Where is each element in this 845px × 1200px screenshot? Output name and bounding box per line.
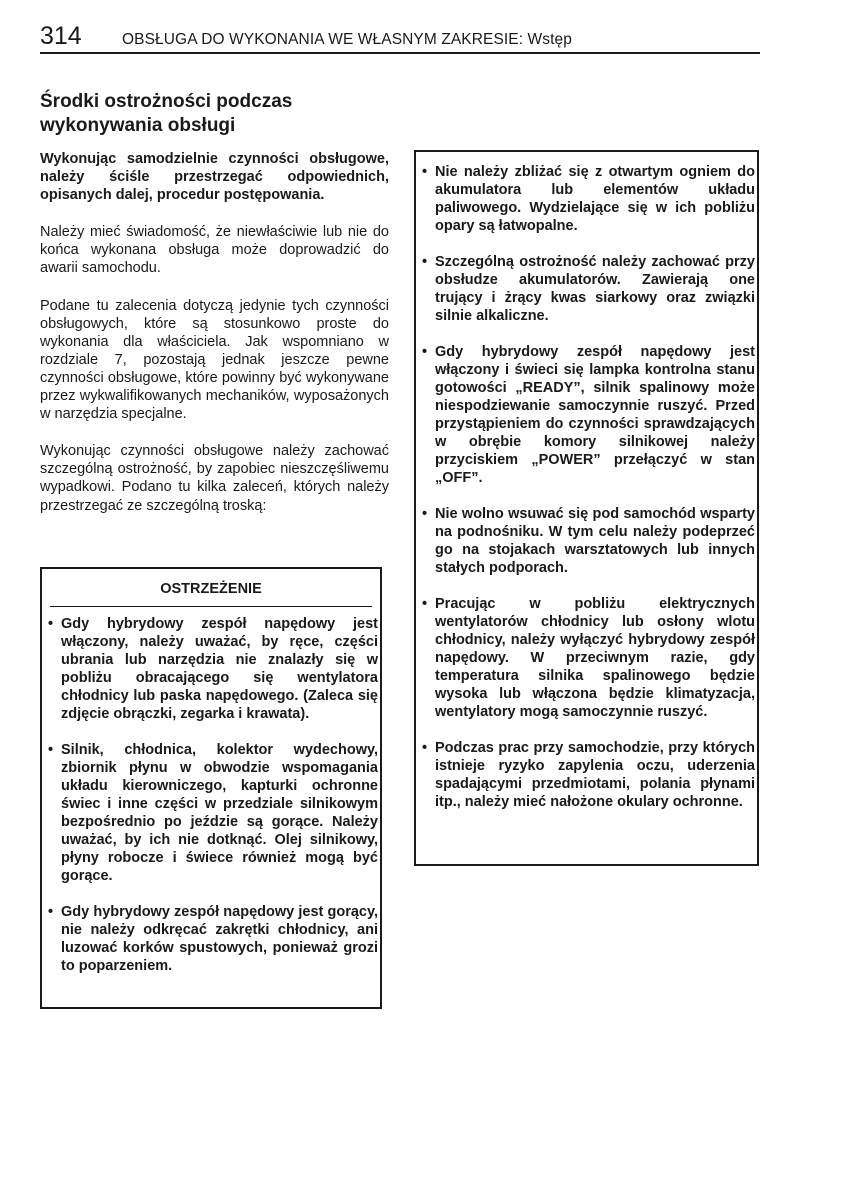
body-paragraph: Podane tu zalecenia dotyczą jedynie tych czynności obsługowych, które są stosunkowo proste do wykonania dla właściciela. Jak wspomniano w rozdziale 7, pozostają jednak jeszcze pewne czynności obsługowe, które powinny być wykonywane przez wykwalifikowanych mechaników, wyposażonych w narzędzia specjalne. (40, 297, 389, 423)
body-paragraph: Należy mieć świadomość, że niewłaściwie lub nie do końca wykonana obsługa może doprowadzić do awarii samochodu. (40, 224, 389, 277)
section-title: Środki ostrożności podczas wykonywania obsługi (40, 91, 293, 136)
notice-item: • Szczególną ostrożność należy zachować przy obsłudze akumulatorów. Zawierają one trujący i żrący kwas siarkowy oraz związki silnie alkaliczne. (422, 253, 755, 325)
page-header (40, 22, 760, 54)
body-paragraph: Wykonując czynności obsługowe należy zachować szczególną ostrożność, by zapobiec nieszczęśliwemu wypadkowi. Podano tu kilka zaleceń, których należy przestrzegać ze szczególną troską: (40, 443, 389, 514)
warning-item: • Gdy hybrydowy zespół napędowy jest włączony, należy uważać, by ręce, części ubrania lub narzędzia nie znalazły się w pobliżu obracającego się wentylatora chłodnicy lub paska napędowego. (Zaleca się zdjęcie obrączki, zegarka i krawata). (48, 615, 378, 723)
intro-paragraph: Wykonując samodzielnie czynności obsługowe, należy ściśle przestrzegać odpowiednich, opisanych dalej, procedur postępowania. (40, 151, 389, 204)
left-column (40, 150, 389, 534)
notice-item: • Nie wolno wsuwać się pod samochód wsparty na podnośniku. W tym celu należy podeprzeć go na stojakach warsztatowych lub innych stałych podporach. (422, 505, 755, 577)
notice-item: • Nie należy zbliżać się z otwartym ogniem do akumulatora lub elementów układu paliwowego. Wydzielające się w ich pobliżu opary są łatwopalne. (422, 163, 755, 235)
page-number: 314 (40, 22, 82, 50)
warning-box (40, 567, 382, 1009)
warning-heading: OSTRZEŻENIE (50, 580, 372, 607)
notice-item: • Pracując w pobliżu elektrycznych wentylatorów chłodnicy lub osłony wlotu chłodnicy, należy wyłączyć hybrydowy zespół napędowy. W przeciwnym razie, gdy temperatura silnika spalinowego będzie wysoka lub włączona będzie klimatyzacja, wentylatory mogą samoczynnie ruszyć. (422, 595, 755, 721)
warning-item: • Silnik, chłodnica, kolektor wydechowy, zbiornik płynu w obwodzie wspomagania układu kierowniczego, kapturki ochronne świec i inne części w przedziale silnikowym bezpośrednio po jeździe są gorące. Należy uważać, by ich nie dotknąć. Olej silnikowy, płyny robocze i świece również mogą być gorące. (48, 741, 378, 885)
notice-item: • Gdy hybrydowy zespół napędowy jest włączony i świeci się lampka kontrolna stanu gotowości „READY”, silnik spalinowy może niespodziewanie samoczynnie ruszyć. Przed przystąpieniem do czynności sprawdzających w obrębie komory silnikowej należy przyciskiem „POWER” przełączyć w stan „OFF”. (422, 343, 755, 487)
running-title: OBSŁUGA DO WYKONANIA WE WŁASNYM ZAKRESIE: Wstęp (122, 31, 572, 48)
notice-box (414, 150, 759, 866)
notice-list (422, 163, 755, 829)
warning-item: • Gdy hybrydowy zespół napędowy jest gorący, nie należy odkręcać zakrętki chłodnicy, ani luzować korków spustowych, ponieważ grozi to poparzeniem. (48, 903, 378, 975)
warning-list (48, 615, 378, 993)
notice-item: • Podczas prac przy samochodzie, przy których istnieje ryzyko zapylenia oczu, uderzenia spadającymi przedmiotami, polania płynami itp., należy mieć nałożone okulary ochronne. (422, 739, 755, 811)
